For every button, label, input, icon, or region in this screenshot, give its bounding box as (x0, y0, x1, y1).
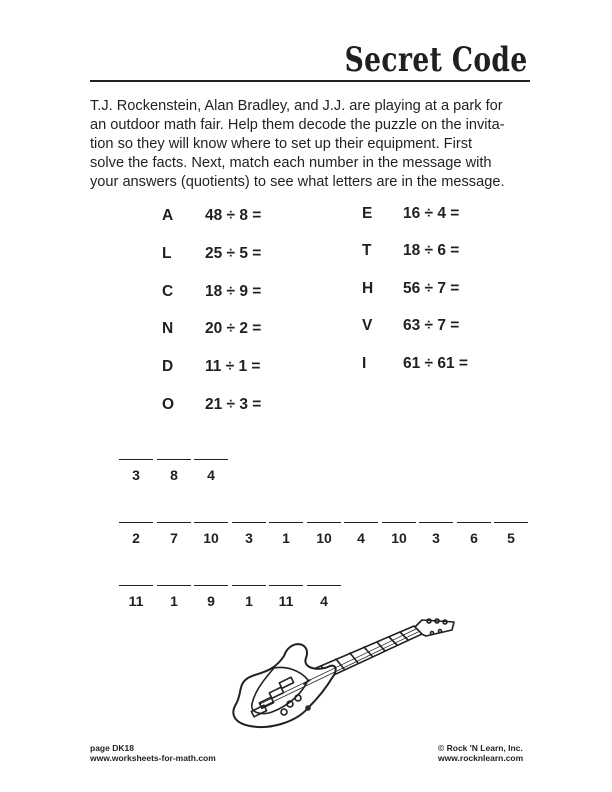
fact-letter: I (362, 355, 367, 372)
answer-blank[interactable] (194, 585, 228, 609)
intro-line: T.J. Rockenstein, Alan Bradley, and J.J. are playing at a park for (90, 98, 503, 114)
code-number: 4 (320, 593, 328, 609)
fact-letter: O (162, 396, 175, 413)
answer-blank[interactable] (194, 459, 228, 483)
intro-line: your answers (quotients) to see what letters are in the message. (90, 174, 505, 190)
code-number: 9 (207, 593, 215, 609)
fact-expression: 20 ÷ 2 = (205, 320, 262, 337)
fact-expression: 63 ÷ 7 = (403, 317, 460, 334)
answer-blank[interactable] (307, 585, 341, 609)
answer-blank[interactable] (494, 522, 528, 546)
intro-line: solve the facts. Next, match each number in the message with (90, 155, 492, 171)
answer-blank[interactable] (157, 459, 191, 483)
electric-guitar-icon (226, 608, 458, 732)
code-number: 4 (207, 467, 215, 483)
fact-expression: 18 ÷ 9 = (205, 283, 262, 300)
code-number: 3 (245, 530, 253, 546)
code-number: 1 (245, 593, 253, 609)
code-number: 3 (432, 530, 440, 546)
fact-letter: E (362, 205, 373, 222)
answer-blank[interactable] (157, 585, 191, 609)
fact-expression: 18 ÷ 6 = (403, 242, 460, 259)
code-number: 7 (170, 530, 178, 546)
fact-expression: 25 ÷ 5 = (205, 245, 262, 262)
fact-letter: H (362, 280, 374, 297)
answer-blank[interactable] (419, 522, 453, 546)
fact-letter: T (362, 242, 372, 259)
footer-right (438, 743, 523, 763)
fact-letter: A (162, 207, 174, 224)
answer-blank[interactable] (119, 459, 153, 483)
fact-letter: C (162, 283, 174, 300)
answer-blank[interactable] (232, 585, 266, 609)
intro-line: tion so they will know where to set up their equipment. First (90, 136, 473, 152)
copyright-text: © Rock 'N Learn, Inc. (438, 743, 523, 753)
answer-blank[interactable] (232, 522, 266, 546)
code-number: 3 (132, 467, 140, 483)
intro-line: an outdoor math fair. Help them decode the puzzle on the invita- (90, 117, 505, 133)
worksheet-url-link[interactable]: www.worksheets-for-math.com (90, 753, 216, 763)
answer-blank[interactable] (194, 522, 228, 546)
fact-expression: 16 ÷ 4 = (403, 205, 460, 222)
answer-blank[interactable] (307, 522, 341, 546)
title-rule (90, 80, 530, 82)
publisher-url-link[interactable]: www.rocknlearn.com (438, 753, 524, 763)
code-number: 10 (316, 530, 332, 546)
fact-letter: L (162, 245, 172, 262)
fact-expression: 48 ÷ 8 = (205, 207, 262, 224)
answer-blank[interactable] (269, 522, 303, 546)
code-number: 1 (282, 530, 290, 546)
answer-blank[interactable] (382, 522, 416, 546)
answer-blank[interactable] (344, 522, 378, 546)
fact-expression: 11 ÷ 1 = (205, 358, 261, 375)
code-number: 6 (470, 530, 478, 546)
fact-expression: 61 ÷ 61 = (403, 355, 468, 372)
fact-letter: V (362, 317, 373, 334)
code-number: 5 (507, 530, 515, 546)
code-number: 10 (391, 530, 407, 546)
code-number: 10 (203, 530, 219, 546)
answer-blank[interactable] (269, 585, 303, 609)
intro-paragraph (90, 97, 530, 192)
page-label: page DK18 (90, 743, 134, 753)
answer-blank[interactable] (457, 522, 491, 546)
answer-blank[interactable] (119, 585, 153, 609)
answer-blank[interactable] (119, 522, 153, 546)
code-number: 4 (357, 530, 365, 546)
code-number: 1 (170, 593, 178, 609)
fact-expression: 21 ÷ 3 = (205, 396, 262, 413)
code-number: 2 (132, 530, 140, 546)
fact-expression: 56 ÷ 7 = (403, 280, 460, 297)
page-title: Secret Code (344, 40, 528, 80)
fact-letter: D (162, 358, 174, 375)
answer-blank[interactable] (157, 522, 191, 546)
code-number: 11 (128, 593, 144, 609)
fact-letter: N (162, 320, 174, 337)
footer-left (90, 743, 216, 763)
code-number: 11 (278, 593, 294, 609)
code-number: 8 (170, 467, 178, 483)
